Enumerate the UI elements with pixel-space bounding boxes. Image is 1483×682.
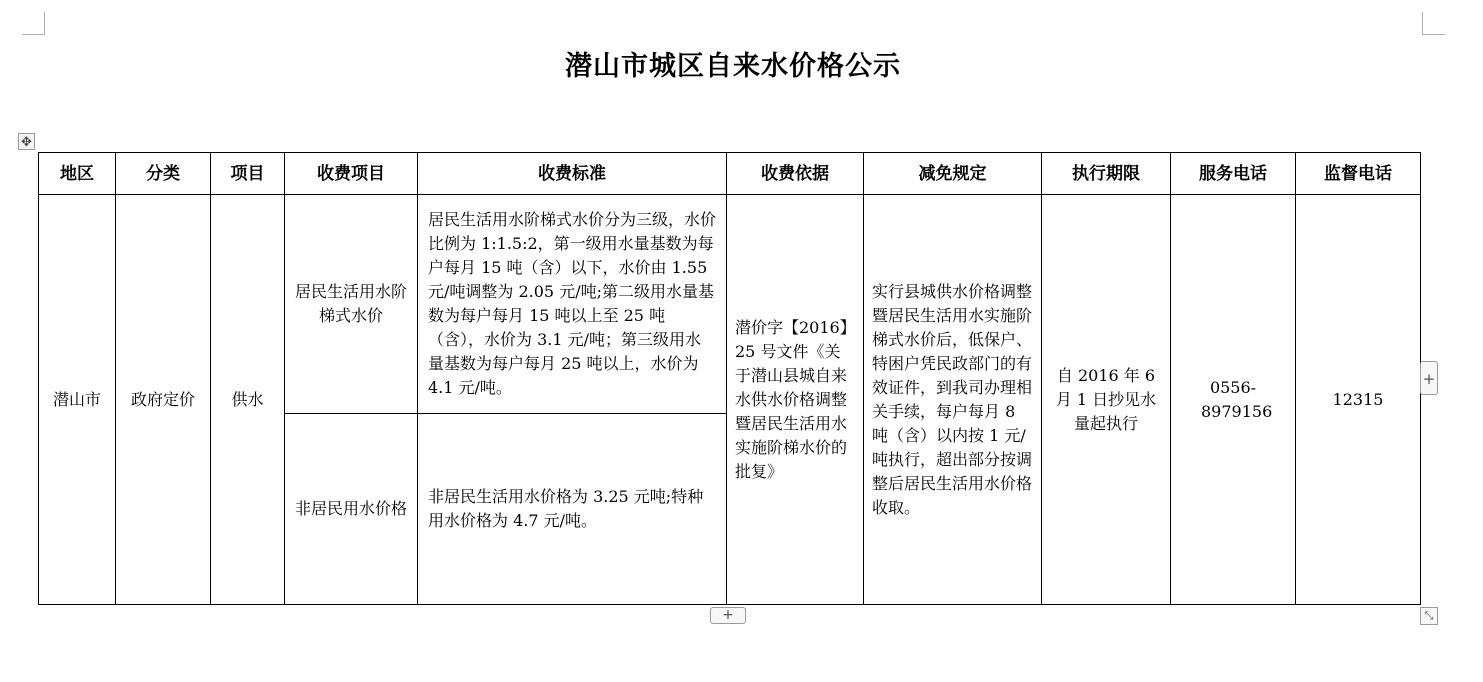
cell-fee-standard-residential[interactable]: 居民生活用水阶梯式水价分为三级，水价比例为 1:1.5:2，第一级用水量基数为每户每月 15 吨（含）以下，水价由 1.55 元/吨调整为 2.05 元/吨;第二级用水量基数为每户每月 15 吨以上至 25 吨（含），水价为 3.1 元/吨；第三级用水量基数为每户每月 25 吨以上，水价为 4.1 元/吨。 [418,195,727,414]
table-resize-handle-icon[interactable]: ⤡ [1420,607,1438,625]
cell-supervision-phone[interactable]: 12315 [1296,195,1421,605]
page-corner-mark-top-right [1422,12,1445,35]
header-reduction: 减免规定 [864,153,1042,195]
cell-service-phone[interactable]: 0556-8979156 [1171,195,1296,605]
header-category: 分类 [116,153,211,195]
table-move-handle-icon[interactable]: ✥ [18,133,35,150]
cell-fee-item-nonresidential[interactable]: 非居民用水价格 [285,414,418,605]
cell-fee-basis[interactable]: 潜价字【2016】25 号文件《关于潜山县城自来水供水价格调整暨居民生活用水实施阶梯水价的批复》 [727,195,864,605]
header-project: 项目 [211,153,285,195]
table-row [39,195,1421,414]
cell-fee-standard-nonresidential[interactable]: 非居民生活用水价格为 3.25 元吨;特种用水价格为 4.7 元/吨。 [418,414,727,605]
add-row-button[interactable]: + [710,607,746,624]
cell-period[interactable]: 自 2016 年 6 月 1 日抄见水量起执行 [1042,195,1171,605]
header-fee-item: 收费项目 [285,153,418,195]
header-row [39,153,1421,195]
header-fee-basis: 收费依据 [727,153,864,195]
header-supervision-phone: 监督电话 [1296,153,1421,195]
cell-fee-item-residential[interactable]: 居民生活用水阶梯式水价 [285,195,418,414]
cell-category[interactable]: 政府定价 [116,195,211,605]
page-corner-mark-top-left [22,12,45,35]
water-price-table [38,152,1421,605]
header-region: 地区 [39,153,116,195]
header-service-phone: 服务电话 [1171,153,1296,195]
cell-reduction[interactable]: 实行县城供水价格调整暨居民生活用水实施阶梯式水价后，低保户、特困户凭民政部门的有效证件，到我司办理相关手续，每户每月 8 吨（含）以内按 1 元/吨执行，超出部分按调整后居民生活用水价格收取。 [864,195,1042,605]
header-fee-standard: 收费标准 [418,153,727,195]
cell-region[interactable]: 潜山市 [39,195,116,605]
add-column-button[interactable]: + [1420,361,1438,395]
cell-project[interactable]: 供水 [211,195,285,605]
document-title: 潜山市城区自来水价格公示 [565,51,901,82]
header-period: 执行期限 [1042,153,1171,195]
